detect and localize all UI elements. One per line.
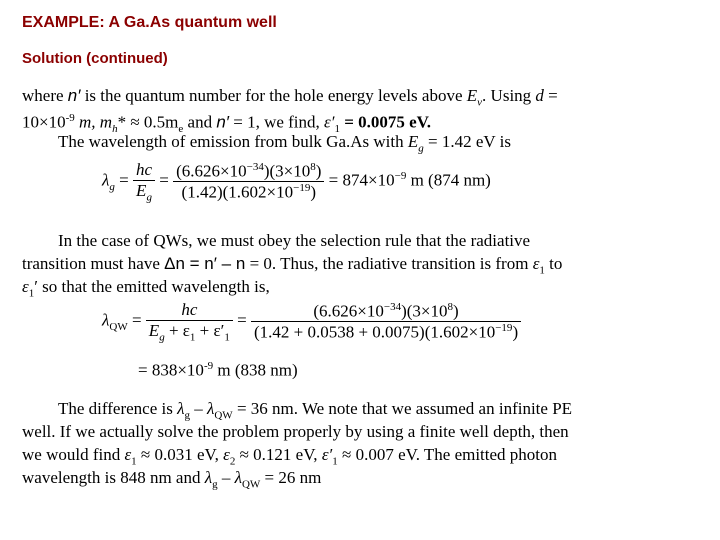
- slide-subtitle: Solution (continued): [22, 50, 168, 67]
- para2-line2: transition must have Δn = n′ – n = 0. Thus, the radiative transition is from $\varepsilon_1$ to: [22, 254, 563, 277]
- equation-lambda-qw: $\lambda_{QW}$ = $\frac{hc}{E_g + \varepsilon_1 + \varepsilon'_1}$ = $\frac{(6.626\times 10^{-34})(3\times 10^8)}{(1.42 + 0.0538 + 0.0075)(1.602\times 10^{-19})}$: [102, 300, 521, 343]
- slide-title: EXAMPLE: A Ga.As quantum well: [22, 14, 277, 31]
- equation-lambda-g: $\lambda_g$ = $\frac{hc}{E_g}$ = $\frac{(6.626\times 10^{-34})(3\times 10^8)}{(1.42)(1.602\times 10^{-19})}$ = $874\times 10^{-9}$ m (874 nm): [102, 160, 491, 204]
- para3-line2: well. If we actually solve the problem properly by using a finite well depth, then: [22, 422, 569, 441]
- para2-line3: $\varepsilon_1'$ so that the emitted wavelength is,: [22, 277, 270, 300]
- para2-line1: In the case of QWs, we must obey the selection rule that the radiative: [58, 231, 531, 250]
- equation-lambda-qw-result: = $838\times 10^{-9}$ m (838 nm): [138, 360, 298, 380]
- para1-line3: The wavelength of emission from bulk Ga.As with $E_g = 1.42$ eV is: [58, 132, 511, 155]
- para1-line2: $10\times 10^{-9}$ m, $m_h* \approx 0.5m_e$ and n′ = 1, we find, $\varepsilon'_1 = 0.0075$ eV.: [22, 112, 432, 136]
- para3-line4: wavelength is 848 nm and $\lambda_g - \lambda_{QW} = 26$ nm: [22, 468, 322, 491]
- para3-line3: we would find $\varepsilon_1 \approx 0.031$ eV, $\varepsilon_2 \approx 0.121$ eV, $\varepsilon'_1 \approx 0.007$ eV. The emitted photon: [22, 445, 558, 468]
- para1-line1: where n′ is the quantum number for the hole energy levels above $E_v$. Using d =: [22, 86, 558, 109]
- para3-line1: The difference is $\lambda_g - \lambda_{QW} = 36$ nm. We note that we assumed an infinite PE: [58, 399, 573, 422]
